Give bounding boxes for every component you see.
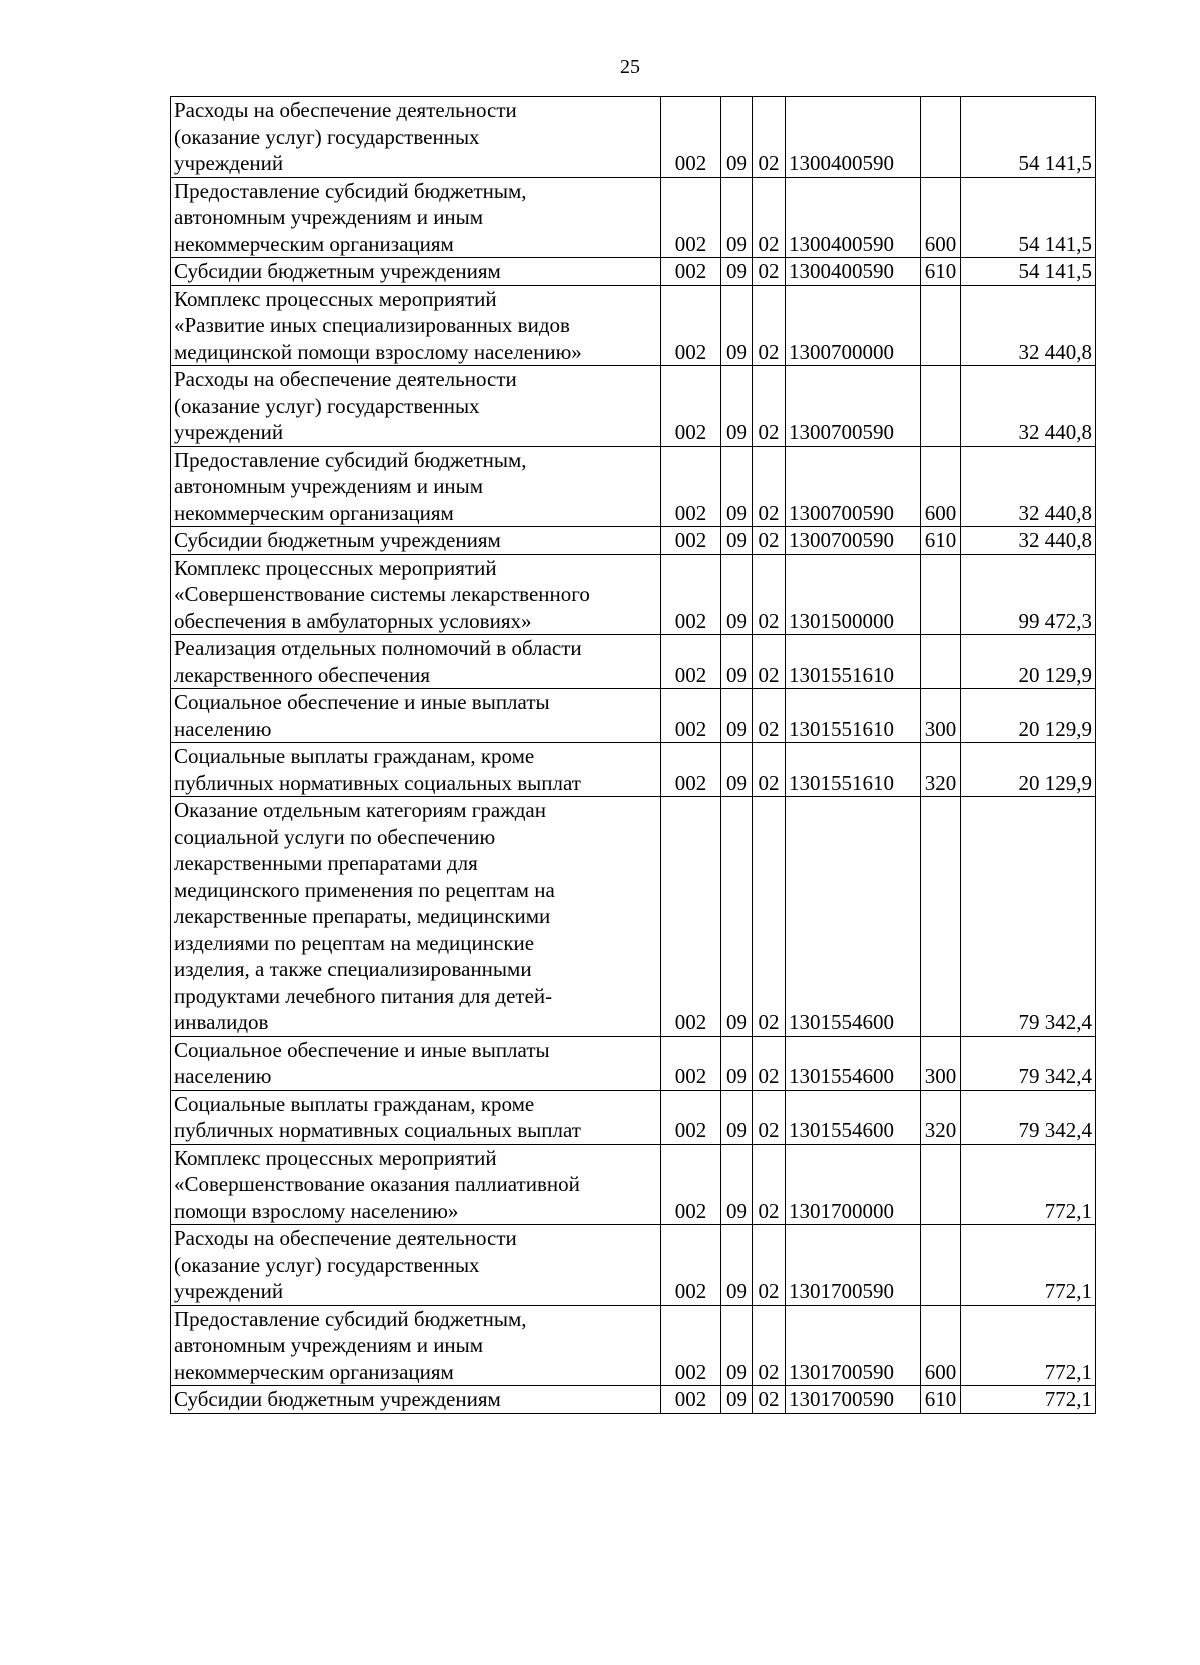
department-code-cell: 002 bbox=[661, 689, 721, 743]
table-row bbox=[171, 527, 1096, 555]
subsection-code-cell: 02 bbox=[753, 689, 786, 743]
expense-type-code-cell: 600 bbox=[921, 1305, 961, 1386]
expense-type-code-cell: 610 bbox=[921, 258, 961, 286]
department-code-cell: 002 bbox=[661, 366, 721, 447]
subsection-code-cell: 02 bbox=[753, 527, 786, 555]
department-code-cell: 002 bbox=[661, 97, 721, 178]
subsection-code-cell: 02 bbox=[753, 1144, 786, 1225]
expense-type-code-cell bbox=[921, 97, 961, 178]
section-code-cell: 09 bbox=[721, 1225, 753, 1306]
subsection-code-cell: 02 bbox=[753, 446, 786, 527]
amount-cell: 54 141,5 bbox=[961, 97, 1096, 178]
section-code-cell: 09 bbox=[721, 554, 753, 635]
department-code-cell: 002 bbox=[661, 797, 721, 1037]
department-code-cell: 002 bbox=[661, 1036, 721, 1090]
subsection-code-cell: 02 bbox=[753, 797, 786, 1037]
table-row bbox=[171, 285, 1096, 366]
target-article-code-cell: 1301700590 bbox=[786, 1305, 921, 1386]
section-code-cell: 09 bbox=[721, 446, 753, 527]
table-row bbox=[171, 554, 1096, 635]
subsection-code-cell: 02 bbox=[753, 1036, 786, 1090]
expense-type-code-cell bbox=[921, 797, 961, 1037]
amount-cell: 54 141,5 bbox=[961, 177, 1096, 258]
table-row bbox=[171, 1036, 1096, 1090]
expense-name-cell: Комплекс процессных мероприятий «Развитие иных специализированных видов медицинской помощи взрослому населению» bbox=[171, 285, 661, 366]
department-code-cell: 002 bbox=[661, 1386, 721, 1414]
expense-name-cell: Социальное обеспечение и иные выплаты населению bbox=[171, 1036, 661, 1090]
table-row bbox=[171, 1386, 1096, 1414]
target-article-code-cell: 1300400590 bbox=[786, 258, 921, 286]
target-article-code-cell: 1301700590 bbox=[786, 1225, 921, 1306]
expense-name-cell: Комплекс процессных мероприятий «Совершенствование оказания паллиативной помощи взрослому населению» bbox=[171, 1144, 661, 1225]
section-code-cell: 09 bbox=[721, 635, 753, 689]
section-code-cell: 09 bbox=[721, 366, 753, 447]
department-code-cell: 002 bbox=[661, 1144, 721, 1225]
subsection-code-cell: 02 bbox=[753, 285, 786, 366]
target-article-code-cell: 1300700000 bbox=[786, 285, 921, 366]
subsection-code-cell: 02 bbox=[753, 1225, 786, 1306]
amount-cell: 32 440,8 bbox=[961, 285, 1096, 366]
amount-cell: 772,1 bbox=[961, 1386, 1096, 1414]
expense-type-code-cell bbox=[921, 285, 961, 366]
section-code-cell: 09 bbox=[721, 1386, 753, 1414]
section-code-cell: 09 bbox=[721, 97, 753, 178]
subsection-code-cell: 02 bbox=[753, 1090, 786, 1144]
expense-type-code-cell: 600 bbox=[921, 177, 961, 258]
subsection-code-cell: 02 bbox=[753, 258, 786, 286]
table-row bbox=[171, 743, 1096, 797]
table-row bbox=[171, 1225, 1096, 1306]
target-article-code-cell: 1300400590 bbox=[786, 97, 921, 178]
table-row bbox=[171, 797, 1096, 1037]
section-code-cell: 09 bbox=[721, 1090, 753, 1144]
department-code-cell: 002 bbox=[661, 1305, 721, 1386]
target-article-code-cell: 1301554600 bbox=[786, 1090, 921, 1144]
expense-name-cell: Расходы на обеспечение деятельности (оказание услуг) государственных учреждений bbox=[171, 366, 661, 447]
subsection-code-cell: 02 bbox=[753, 743, 786, 797]
department-code-cell: 002 bbox=[661, 285, 721, 366]
target-article-code-cell: 1301500000 bbox=[786, 554, 921, 635]
expense-name-cell: Субсидии бюджетным учреждениям bbox=[171, 1386, 661, 1414]
target-article-code-cell: 1300700590 bbox=[786, 527, 921, 555]
amount-cell: 79 342,4 bbox=[961, 797, 1096, 1037]
table-row bbox=[171, 258, 1096, 286]
expense-name-cell: Социальные выплаты гражданам, кроме публичных нормативных социальных выплат bbox=[171, 1090, 661, 1144]
subsection-code-cell: 02 bbox=[753, 177, 786, 258]
expense-name-cell: Комплекс процессных мероприятий «Совершенствование системы лекарственного обеспечения в амбулаторных условиях» bbox=[171, 554, 661, 635]
subsection-code-cell: 02 bbox=[753, 366, 786, 447]
department-code-cell: 002 bbox=[661, 1090, 721, 1144]
department-code-cell: 002 bbox=[661, 635, 721, 689]
subsection-code-cell: 02 bbox=[753, 635, 786, 689]
expense-name-cell: Предоставление субсидий бюджетным, автономным учреждениям и иным некоммерческим организациям bbox=[171, 177, 661, 258]
table-row bbox=[171, 689, 1096, 743]
table-row bbox=[171, 177, 1096, 258]
amount-cell: 20 129,9 bbox=[961, 635, 1096, 689]
department-code-cell: 002 bbox=[661, 177, 721, 258]
expense-name-cell: Оказание отдельным категориям граждан социальной услуги по обеспечению лекарственными препаратами для медицинского применения по рецептам на лекарственные препараты, медицинскими изделиями по рецептам на медицинские изделия, а также специализированными продуктами лечебного питания для детей- инвалидов bbox=[171, 797, 661, 1037]
amount-cell: 772,1 bbox=[961, 1305, 1096, 1386]
expense-type-code-cell: 610 bbox=[921, 1386, 961, 1414]
section-code-cell: 09 bbox=[721, 177, 753, 258]
amount-cell: 772,1 bbox=[961, 1144, 1096, 1225]
budget-table-body bbox=[171, 97, 1096, 1414]
amount-cell: 20 129,9 bbox=[961, 689, 1096, 743]
amount-cell: 79 342,4 bbox=[961, 1036, 1096, 1090]
table-row bbox=[171, 97, 1096, 178]
amount-cell: 772,1 bbox=[961, 1225, 1096, 1306]
expense-type-code-cell bbox=[921, 554, 961, 635]
department-code-cell: 002 bbox=[661, 743, 721, 797]
expense-type-code-cell bbox=[921, 635, 961, 689]
expense-name-cell: Предоставление субсидий бюджетным, автономным учреждениям и иным некоммерческим организациям bbox=[171, 446, 661, 527]
table-row bbox=[171, 446, 1096, 527]
expense-name-cell: Расходы на обеспечение деятельности (оказание услуг) государственных учреждений bbox=[171, 97, 661, 178]
table-row bbox=[171, 635, 1096, 689]
amount-cell: 32 440,8 bbox=[961, 446, 1096, 527]
target-article-code-cell: 1300700590 bbox=[786, 366, 921, 447]
section-code-cell: 09 bbox=[721, 1036, 753, 1090]
amount-cell: 32 440,8 bbox=[961, 527, 1096, 555]
target-article-code-cell: 1301700000 bbox=[786, 1144, 921, 1225]
department-code-cell: 002 bbox=[661, 554, 721, 635]
amount-cell: 54 141,5 bbox=[961, 258, 1096, 286]
target-article-code-cell: 1301551610 bbox=[786, 635, 921, 689]
target-article-code-cell: 1300400590 bbox=[786, 177, 921, 258]
subsection-code-cell: 02 bbox=[753, 1386, 786, 1414]
expense-type-code-cell: 320 bbox=[921, 743, 961, 797]
table-row bbox=[171, 1144, 1096, 1225]
section-code-cell: 09 bbox=[721, 258, 753, 286]
target-article-code-cell: 1301551610 bbox=[786, 743, 921, 797]
amount-cell: 32 440,8 bbox=[961, 366, 1096, 447]
expense-name-cell: Субсидии бюджетным учреждениям bbox=[171, 527, 661, 555]
department-code-cell: 002 bbox=[661, 527, 721, 555]
section-code-cell: 09 bbox=[721, 1305, 753, 1386]
target-article-code-cell: 1300700590 bbox=[786, 446, 921, 527]
expense-type-code-cell: 610 bbox=[921, 527, 961, 555]
expense-type-code-cell: 600 bbox=[921, 446, 961, 527]
section-code-cell: 09 bbox=[721, 1144, 753, 1225]
expense-type-code-cell bbox=[921, 1144, 961, 1225]
expense-name-cell: Предоставление субсидий бюджетным, автономным учреждениям и иным некоммерческим организациям bbox=[171, 1305, 661, 1386]
subsection-code-cell: 02 bbox=[753, 97, 786, 178]
budget-table bbox=[170, 96, 1096, 1414]
table-row bbox=[171, 1090, 1096, 1144]
target-article-code-cell: 1301554600 bbox=[786, 797, 921, 1037]
expense-type-code-cell bbox=[921, 1225, 961, 1306]
table-row bbox=[171, 1305, 1096, 1386]
amount-cell: 79 342,4 bbox=[961, 1090, 1096, 1144]
target-article-code-cell: 1301700590 bbox=[786, 1386, 921, 1414]
section-code-cell: 09 bbox=[721, 689, 753, 743]
expense-type-code-cell: 300 bbox=[921, 1036, 961, 1090]
section-code-cell: 09 bbox=[721, 797, 753, 1037]
expense-type-code-cell: 300 bbox=[921, 689, 961, 743]
subsection-code-cell: 02 bbox=[753, 554, 786, 635]
amount-cell: 99 472,3 bbox=[961, 554, 1096, 635]
section-code-cell: 09 bbox=[721, 285, 753, 366]
target-article-code-cell: 1301554600 bbox=[786, 1036, 921, 1090]
expense-type-code-cell bbox=[921, 366, 961, 447]
department-code-cell: 002 bbox=[661, 258, 721, 286]
target-article-code-cell: 1301551610 bbox=[786, 689, 921, 743]
section-code-cell: 09 bbox=[721, 743, 753, 797]
expense-name-cell: Субсидии бюджетным учреждениям bbox=[171, 258, 661, 286]
expense-name-cell: Социальное обеспечение и иные выплаты населению bbox=[171, 689, 661, 743]
amount-cell: 20 129,9 bbox=[961, 743, 1096, 797]
expense-type-code-cell: 320 bbox=[921, 1090, 961, 1144]
page-number: 25 bbox=[620, 56, 640, 78]
table-row bbox=[171, 366, 1096, 447]
expense-name-cell: Реализация отдельных полномочий в области лекарственного обеспечения bbox=[171, 635, 661, 689]
expense-name-cell: Расходы на обеспечение деятельности (оказание услуг) государственных учреждений bbox=[171, 1225, 661, 1306]
department-code-cell: 002 bbox=[661, 446, 721, 527]
section-code-cell: 09 bbox=[721, 527, 753, 555]
subsection-code-cell: 02 bbox=[753, 1305, 786, 1386]
expense-name-cell: Социальные выплаты гражданам, кроме публичных нормативных социальных выплат bbox=[171, 743, 661, 797]
department-code-cell: 002 bbox=[661, 1225, 721, 1306]
